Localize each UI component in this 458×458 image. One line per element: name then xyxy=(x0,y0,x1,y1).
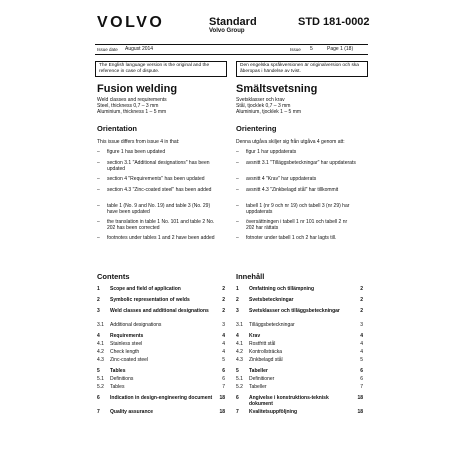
notice-english: The English language version is the original and the reference in case of dispute. xyxy=(95,61,227,77)
header-rule-bottom xyxy=(95,54,368,55)
orientation-intro-swedish: Denna utgåva skiljer sig från utgåva 4 genom att: xyxy=(236,139,345,145)
issue-number: 5 xyxy=(310,46,313,52)
title-english: Fusion welding xyxy=(97,83,178,95)
dash-icon: – xyxy=(97,160,100,166)
dash-icon: – xyxy=(236,219,239,225)
dash-icon: – xyxy=(97,149,100,155)
issue-date-label: Issue date xyxy=(97,47,118,52)
header-rule-top xyxy=(95,44,368,45)
issue-label: Issue xyxy=(290,47,301,52)
dash-icon: – xyxy=(236,149,239,155)
orientation-heading-english: Orientation xyxy=(97,124,138,133)
document-type: Standard xyxy=(209,16,257,28)
dash-icon: – xyxy=(97,187,100,193)
subtitle-swedish-2: Stål, tjocklek 0,7 – 3 mm xyxy=(236,103,291,109)
orientation-heading-swedish: Orientering xyxy=(236,124,277,133)
dash-icon: – xyxy=(236,187,239,193)
volvo-logo: VOLVO xyxy=(97,14,165,31)
dash-icon: – xyxy=(97,176,100,182)
dash-icon: – xyxy=(236,176,239,182)
contents-heading-swedish: Innehåll xyxy=(236,272,265,281)
notice-swedish: Den engelska språkversionen är originalversion och ska åberopas i händelse av tvist. xyxy=(236,61,368,77)
subtitle-english-3: Aluminium, thickness 1 – 5 mm xyxy=(97,109,167,115)
subtitle-swedish-3: Aluminium, tjocklek 1 – 5 mm xyxy=(236,109,302,115)
standard-number: STD 181-0002 xyxy=(298,16,370,28)
page-indicator: Page 1 (18) xyxy=(327,46,354,52)
orientation-intro-english: This issue differs from issue 4 in that: xyxy=(97,139,180,145)
dash-icon: – xyxy=(236,203,239,209)
subtitle-english-1: Weld classes and requirements xyxy=(97,97,167,103)
subtitle-swedish-1: Svetsklasser och krav xyxy=(236,97,285,103)
dash-icon: – xyxy=(97,235,100,241)
subtitle-english-2: Steel, thickness 0,7 – 3 mm xyxy=(97,103,159,109)
title-swedish: Smältsvetsning xyxy=(236,83,318,95)
dash-icon: – xyxy=(236,235,239,241)
dash-icon: – xyxy=(97,219,100,225)
contents-heading-english: Contents xyxy=(97,272,130,281)
dash-icon: – xyxy=(97,203,100,209)
issue-date: August 2014 xyxy=(125,46,154,52)
organization: Volvo Group xyxy=(209,28,245,34)
dash-icon: – xyxy=(236,160,239,166)
